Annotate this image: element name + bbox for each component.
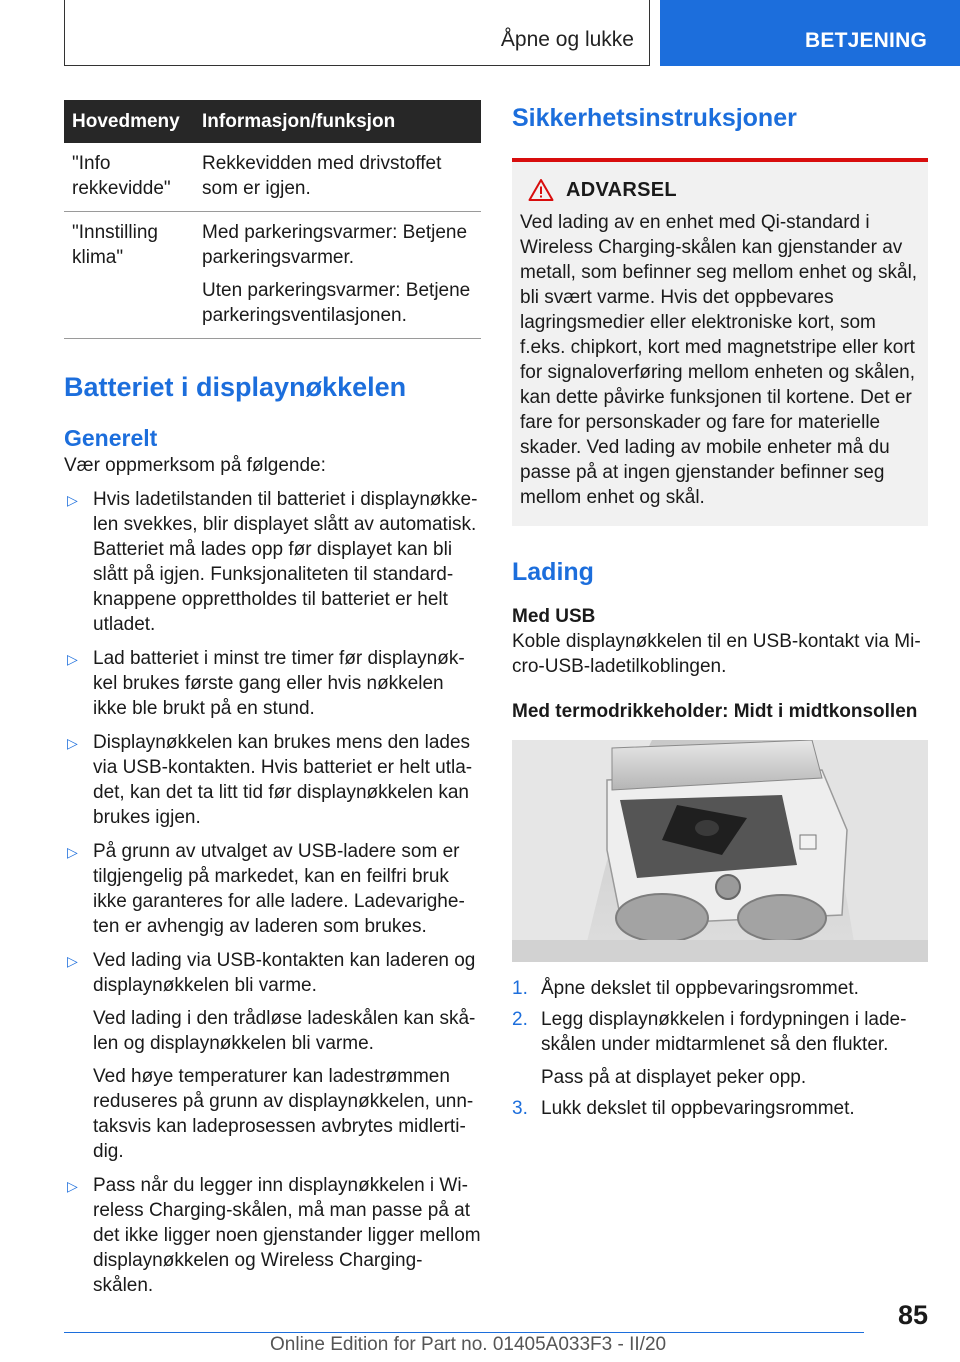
list-item bbox=[64, 487, 481, 637]
triangle-bullet-icon: ▷ bbox=[67, 651, 78, 667]
step-text: Lukk dekslet til oppbevaringsrommet. bbox=[541, 1098, 855, 1119]
battery-intro: Vær oppmerksom på følgende: bbox=[64, 455, 326, 476]
safety-section-title: Sikkerhetsinstruksjoner bbox=[512, 104, 797, 132]
list-item-text: På grunn av utvalget av USB-ladere som er tilgjengelig på markedet, kan en feilfri bruk ikke garanteres for alle ladere. Ladevarigheten er avhengig av laderen som brukes. bbox=[93, 841, 465, 937]
triangle-bullet-icon: ▷ bbox=[67, 953, 78, 969]
triangle-bullet-icon: ▷ bbox=[67, 492, 78, 508]
warning-label: ADVARSEL bbox=[566, 178, 677, 201]
table-header-row bbox=[64, 100, 481, 143]
list-item-text: Displaynøkkelen kan brukes mens den lades via USB-kontakten. Hvis batteriet er helt utladet, kan det ta litt tid før displaynøkkelen kan brukes igjen. bbox=[93, 732, 473, 828]
table-cell-text: Uten parkeringsvarmer: Betjene parkeringsventilasjonen. bbox=[202, 280, 471, 326]
step-number: 3. bbox=[512, 1098, 528, 1119]
list-item bbox=[64, 948, 481, 1164]
header-chapter-label: BETJENING bbox=[805, 29, 927, 52]
usb-heading: Med USB bbox=[512, 606, 596, 627]
center-console-image bbox=[512, 740, 928, 962]
list-item bbox=[512, 1007, 928, 1090]
list-item bbox=[512, 1096, 928, 1121]
table-cell-menu: "Info rekkevidde" bbox=[64, 143, 194, 212]
step-text: Legg displaynøkkelen i fordypningen i ladeskålen under midtarmlenet så den flukter. bbox=[541, 1009, 907, 1055]
table-header-menu: Hovedmeny bbox=[64, 100, 194, 143]
battery-subtitle: Generelt bbox=[64, 425, 158, 451]
footer-divider bbox=[64, 1332, 864, 1333]
list-item bbox=[64, 730, 481, 830]
footer-edition: Online Edition for Part no. 01405A033F3 - II/20 bbox=[270, 1334, 667, 1355]
header-section-title: Åpne og lukke bbox=[500, 28, 634, 51]
warning-text: Ved lading av en enhet med Qi-standard i Wireless Charging-skålen kan gjenstander av metall, som befinner seg mellom enhet og skål, bli svært varme. Hvis det oppbevares lagringsmedier eller elektroniske kort, som f.eks. chipkort, kort med magnetstripe eller kort for signaloverføring mellom enheten og skålen, kan dette påvirke funksjonen til kortene. Det er fare for personskader og fare for materielle skader. Ved lading av mobile enheter må du passe på at ingen gjenstander befinner seg mellom enhet og skål. bbox=[520, 212, 918, 508]
charging-steps bbox=[512, 976, 928, 1121]
warning-triangle-icon bbox=[528, 178, 554, 202]
charging-section-title: Lading bbox=[512, 558, 594, 586]
step-text: Åpne dekslet til oppbevaringsrommet. bbox=[541, 978, 859, 999]
table-row bbox=[64, 143, 481, 212]
battery-section-title: Batteriet i displaynøkkelen bbox=[64, 372, 407, 402]
step-number: 1. bbox=[512, 978, 528, 999]
list-item-continuation: Ved lading i den trådløse ladeskålen kan skålen og displaynøkkelen bli varme. bbox=[93, 1008, 476, 1054]
list-item bbox=[64, 839, 481, 939]
warning-box bbox=[512, 158, 928, 526]
step-note: Pass på at displayet peker opp. bbox=[541, 1067, 807, 1088]
list-item-text: Hvis ladetilstanden til batteriet i displaynøkkelen svekkes, blir displayet slått av automatisk. Batteriet må lades opp før displayet kan bli slått på igjen. Funksjonaliteten til standardknappene opprettholdes til batteriet er helt utladet. bbox=[93, 489, 478, 635]
table-cell-info bbox=[194, 212, 481, 339]
list-item-text: Ved lading via USB-kontakten kan laderen og displaynøkkelen bli varme. bbox=[93, 950, 476, 996]
list-item bbox=[64, 1173, 481, 1298]
list-item-text: Pass når du legger inn displaynøkkelen i Wireless Charging-skålen, må man passe på at det ikke ligger noen gjenstander ligger mellom displaynøkkelen og Wireless Charging-skålen. bbox=[93, 1175, 481, 1296]
table-cell-text: Med parkeringsvarmer: Betjene parkeringsvarmer. bbox=[202, 222, 468, 268]
triangle-bullet-icon: ▷ bbox=[67, 844, 78, 860]
table-cell-text: Rekkevidden med drivstoffet som er igjen. bbox=[202, 153, 442, 199]
table-row bbox=[64, 212, 481, 339]
battery-bullet-list bbox=[64, 487, 481, 1298]
right-column bbox=[512, 100, 928, 1127]
left-column bbox=[64, 100, 481, 1307]
triangle-bullet-icon: ▷ bbox=[67, 1178, 78, 1194]
usb-text: Koble displaynøkkelen til en USB-kontakt via Micro-USB-ladetilkoblingen. bbox=[512, 631, 921, 677]
list-item-continuation: Ved høye temperaturer kan ladestrømmen reduseres på grunn av displaynøkkelen, unntaksvis kan ladeprosessen avbrytes midlertidig. bbox=[93, 1066, 474, 1162]
list-item bbox=[512, 976, 928, 1001]
warning-header bbox=[528, 178, 920, 202]
table-header-info: Informasjon/funksjon bbox=[194, 100, 481, 143]
center-console-illustration bbox=[512, 740, 928, 962]
header-chapter-tab bbox=[660, 0, 960, 66]
holder-heading: Med termodrikkeholder: Midt i midtkonsollen bbox=[512, 701, 918, 722]
list-item-text: Lad batteriet i minst tre timer før displaynøkkel brukes første gang eller hvis nøkkelen ikke ble brukt på en stund. bbox=[93, 648, 465, 719]
table-cell-info bbox=[194, 143, 481, 212]
table-cell-menu: "Innstilling klima" bbox=[64, 212, 194, 339]
step-number: 2. bbox=[512, 1009, 528, 1030]
menu-info-table bbox=[64, 100, 481, 339]
triangle-bullet-icon: ▷ bbox=[67, 735, 78, 751]
page-number: 85 bbox=[897, 1300, 928, 1330]
list-item bbox=[64, 646, 481, 721]
